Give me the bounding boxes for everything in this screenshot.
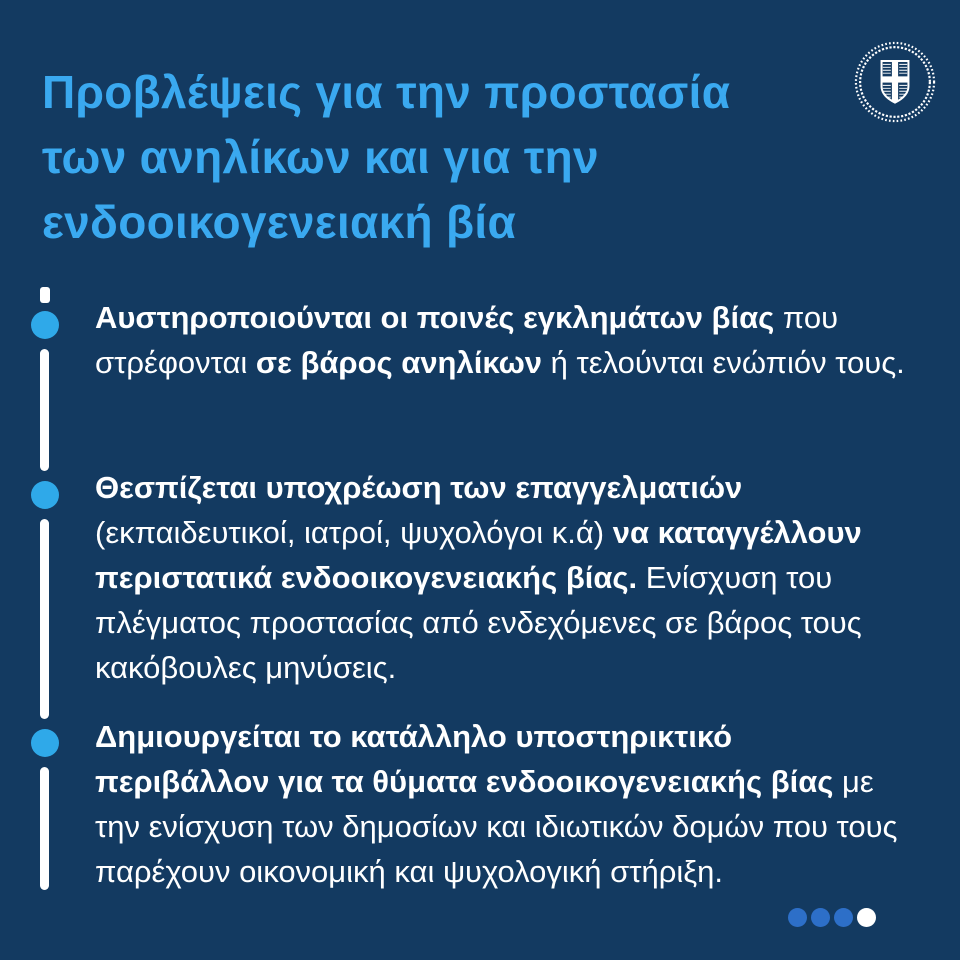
bullet-text-bold: Δημιουργείται το κατάλληλο υποστηρικτικό περιβάλλον για τα θύματα ενδοοικογενειακής βίας <box>95 719 834 799</box>
bullet-dot-3 <box>31 729 59 757</box>
timeline-top-tick <box>40 287 50 303</box>
greek-government-emblem-icon <box>853 40 937 124</box>
bullet-text-regular: ή τελούνται ενώπιόν τους. <box>542 345 905 380</box>
bullet-text-regular: (εκπαιδευτικοί, ιατροί, ψυχολόγοι κ.ά) <box>95 515 613 550</box>
bullet-text-bold: Θεσπίζεται υποχρέωση των επαγγελματιών <box>95 470 743 505</box>
bullet-text-bold: σε βάρος ανηλίκων <box>255 345 543 380</box>
pagination-dot-1[interactable] <box>788 908 807 927</box>
bullet-dot-2 <box>31 481 59 509</box>
pagination-dot-4-active[interactable] <box>857 908 876 927</box>
page-title <box>42 60 730 255</box>
bullet-paragraph-2 <box>95 465 915 690</box>
bullet-text-bold: Αυστηροποιούνται οι ποινές εγκλημάτων βίας <box>95 300 775 335</box>
pagination-dots <box>788 908 876 927</box>
title-line-2: των ανηλίκων και για την <box>42 131 599 183</box>
bullet-paragraph-3 <box>95 714 915 894</box>
pagination-dot-2[interactable] <box>811 908 830 927</box>
pagination-dot-3[interactable] <box>834 908 853 927</box>
bullet-text-regular: που στρέφονται <box>95 300 839 380</box>
timeline-segment-3 <box>40 767 49 890</box>
bullet-text-bold: να καταγγέλλουν περιστατικά ενδοοικογενειακής βίας. <box>95 515 862 595</box>
timeline-segment-2 <box>40 519 49 719</box>
timeline-segment-1 <box>40 349 49 471</box>
title-line-3: ενδοοικογενειακή βία <box>42 196 517 248</box>
bullet-dot-1 <box>31 311 59 339</box>
title-line-1: Προβλέψεις για την προστασία <box>42 66 731 118</box>
bullet-text-regular: Ενίσχυση του πλέγματος προστασίας από ενδεχόμενες σε βάρος τους κακόβουλες μηνύσεις. <box>95 560 862 685</box>
bullet-paragraph-1 <box>95 295 915 385</box>
bullet-text-regular: με την ενίσχυση των δημοσίων και ιδιωτικών δομών που τους παρέχουν οικονομική και ψυχολογική στήριξη. <box>95 764 898 889</box>
